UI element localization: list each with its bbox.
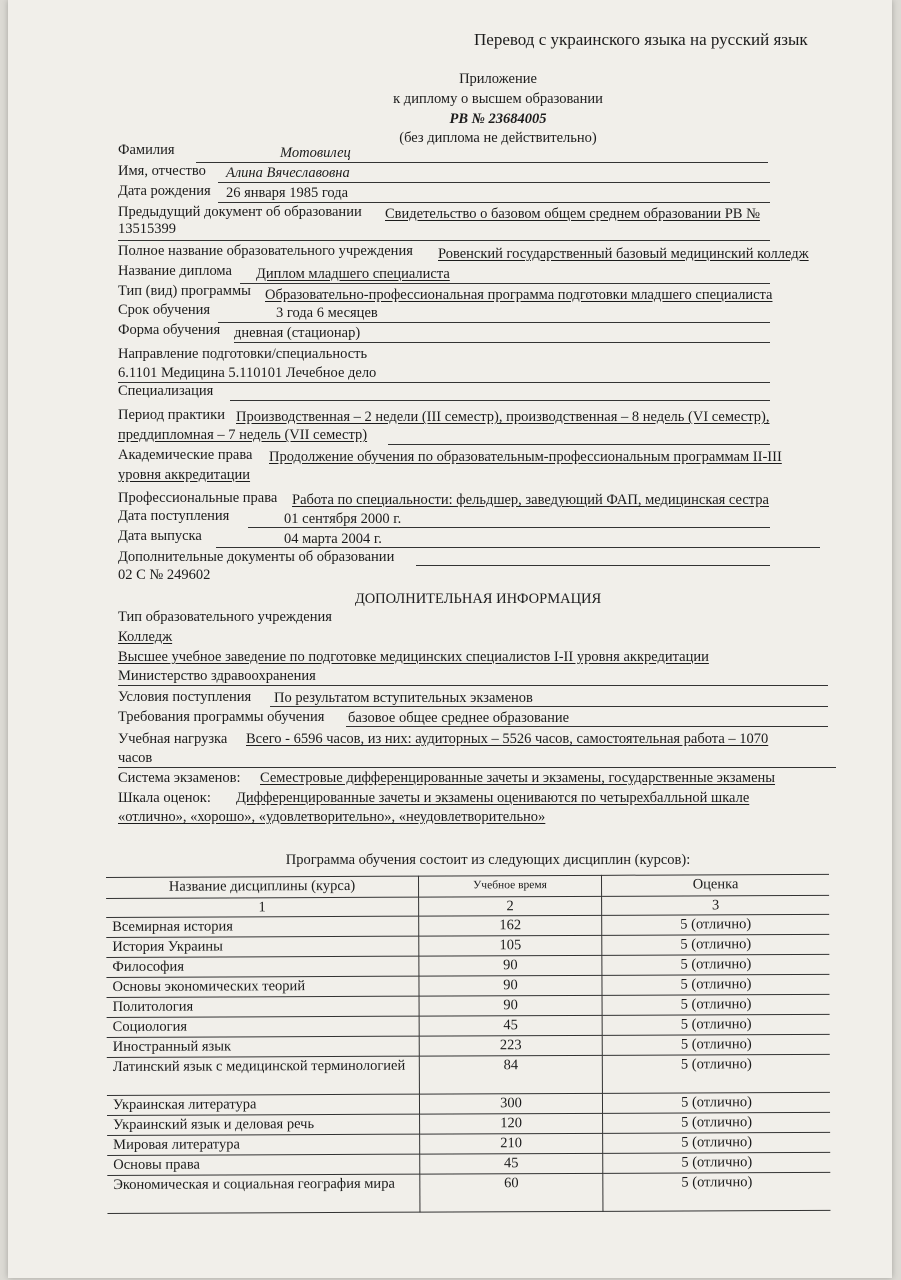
discipline-name: Иностранный язык: [107, 1036, 420, 1057]
field-name-label: Имя, отчество: [118, 163, 206, 179]
field-extra-docs-label: Дополнительные документы об образовании: [118, 549, 395, 565]
field-institution-value: Ровенский государственный базовый медицинский колледж: [438, 246, 809, 262]
document-page: [8, 0, 892, 1278]
discipline-hours: 84: [419, 1055, 602, 1094]
field-specialization-line: [230, 400, 770, 401]
field-graduation-date-label: Дата выпуска: [118, 528, 202, 544]
requirements-label: Требования программы обучения: [118, 709, 325, 725]
field-specialty-label: Направление подготовки/специальность: [118, 346, 368, 362]
diploma-number: РВ № 23684005: [449, 111, 547, 127]
field-enrollment-date-value: 01 сентября 2000 г.: [284, 511, 402, 527]
discipline-hours: 210: [420, 1133, 603, 1154]
institution-type-line-1: Колледж: [118, 629, 173, 645]
discipline-name: Основы права: [107, 1154, 420, 1175]
validity-note: (без диплома не действительно): [399, 130, 597, 146]
discipline-hours: 105: [419, 935, 602, 956]
field-birthdate-value: 26 января 1985 года: [226, 185, 349, 201]
institution-type-label: Тип образовательного учреждения: [118, 609, 332, 625]
admission-label: Условия поступления: [118, 689, 252, 705]
col-number-1: 1: [106, 897, 419, 917]
discipline-hours: 223: [419, 1035, 602, 1056]
discipline-name: Латинский язык с медицинской терминологией: [107, 1056, 420, 1095]
table-row: [107, 1172, 830, 1213]
institution-type-line-2: Высшее учебное заведение по подготовке медицинских специалистов I-II уровня аккредитации: [118, 649, 709, 665]
discipline-hours: 45: [419, 1015, 602, 1036]
grading-label: Шкала оценок:: [118, 790, 211, 806]
field-extra-docs-value-cont: 02 С № 249602: [118, 567, 211, 583]
field-surname-label: Фамилия: [118, 142, 175, 158]
discipline-grade: 5 (отлично): [602, 1054, 830, 1093]
program-table: [106, 874, 830, 1214]
field-practice-line: [388, 444, 770, 445]
workload-label: Учебная нагрузка: [118, 731, 228, 747]
field-enrollment-date-label: Дата поступления: [118, 508, 230, 524]
field-academic-rights-value: Продолжение обучения по образовательным-профессиональным программам II-III: [269, 449, 782, 465]
discipline-hours: 120: [420, 1113, 603, 1134]
requirements-value: базовое общее среднее образование: [348, 710, 570, 726]
translation-note: Перевод с украинского языка на русский язык: [474, 30, 808, 49]
discipline-hours: 45: [420, 1153, 603, 1174]
field-prevdoc-value-cont: 13515399: [118, 221, 176, 237]
field-name-line: [218, 182, 770, 183]
workload-value: Всего - 6596 часов, из них: аудиторных – 5526 часов, самостоятельная работа – 1070: [246, 731, 769, 747]
header-grade: Оценка: [601, 874, 829, 896]
field-diploma-label: Название диплома: [118, 263, 232, 279]
field-birthdate-label: Дата рождения: [118, 183, 211, 199]
field-institution-label: Полное название образовательного учреждения: [118, 243, 413, 259]
institution-type-line-3-underline: [118, 685, 828, 686]
field-study-form-label: Форма обучения: [118, 322, 221, 338]
field-professional-rights-label: Профессиональные права: [118, 490, 278, 506]
table-row: [107, 1054, 830, 1095]
discipline-grade: 5 (отлично): [602, 1034, 830, 1055]
admission-line: [270, 706, 828, 707]
field-prevdoc-line: [118, 240, 770, 241]
discipline-name: Украинский язык и деловая речь: [107, 1114, 420, 1135]
field-duration-line: [218, 322, 770, 323]
discipline-name: Мировая литература: [107, 1134, 420, 1155]
discipline-name: Украинская литература: [107, 1094, 420, 1115]
field-practice-value-cont: преддипломная – 7 недель (VII семестр): [118, 427, 368, 443]
discipline-grade: 5 (отлично): [602, 954, 830, 975]
field-practice-value: Производственная – 2 недели (III семестр), производственная – 8 недель (VI семестр),: [236, 409, 770, 425]
workload-cont: часов: [118, 750, 153, 766]
field-specialty-value: 6.1101 Медицина 5.110101 Лечебное дело: [118, 365, 377, 381]
field-program-type-value: Образовательно-профессиональная программа подготовки младшего специалиста: [265, 287, 773, 303]
field-graduation-date-value: 04 марта 2004 г.: [284, 531, 382, 547]
discipline-grade: 5 (отлично): [602, 994, 830, 1015]
program-caption: Программа обучения состоит из следующих дисциплин (курсов):: [285, 852, 691, 868]
field-duration-value: 3 года 6 месяцев: [276, 305, 378, 321]
discipline-hours: 90: [419, 995, 602, 1016]
field-diploma-value: Диплом младшего специалиста: [256, 266, 450, 282]
field-professional-rights-value: Работа по специальности: фельдшер, заведующий ФАП, медицинская сестра: [292, 492, 769, 508]
discipline-hours: 90: [419, 955, 602, 976]
discipline-hours: 90: [419, 975, 602, 996]
header-discipline: Название дисциплины (курса): [106, 876, 419, 898]
field-duration-label: Срок обучения: [118, 302, 211, 318]
discipline-grade: 5 (отлично): [602, 974, 830, 995]
discipline-grade: 5 (отлично): [603, 1172, 831, 1211]
field-academic-rights-value-cont: уровня аккредитации: [118, 467, 251, 483]
title-line-1: Приложение: [459, 71, 537, 87]
institution-type-line-3: Министерство здравоохранения: [118, 668, 316, 684]
workload-line: [118, 767, 836, 768]
grading-value: Дифференцированные зачеты и экзамены оцениваются по четырехбалльной шкале: [236, 790, 750, 806]
discipline-name: Социология: [107, 1016, 420, 1037]
field-academic-rights-label: Академические права: [118, 447, 253, 463]
field-study-form-value: дневная (стационар): [234, 325, 361, 341]
discipline-hours: 162: [419, 915, 602, 936]
discipline-grade: 5 (отлично): [603, 1112, 831, 1133]
requirements-line: [346, 726, 828, 727]
field-practice-label: Период практики: [118, 407, 225, 423]
field-enrollment-date-line: [248, 527, 770, 528]
discipline-grade: 5 (отлично): [603, 1132, 831, 1153]
field-surname-value: Мотовилец: [280, 145, 351, 161]
discipline-name: Экономическая и социальная география мира: [107, 1174, 420, 1213]
field-specialization-label: Специализация: [118, 383, 214, 399]
field-program-type-label: Тип (вид) программы: [118, 283, 251, 299]
field-diploma-line: [240, 283, 770, 284]
discipline-grade: 5 (отлично): [602, 1092, 830, 1113]
additional-info-heading: ДОПОЛНИТЕЛЬНАЯ ИНФОРМАЦИЯ: [354, 591, 602, 607]
field-prevdoc-label: Предыдущий документ об образовании: [118, 204, 362, 220]
discipline-name: История Украины: [106, 936, 419, 957]
discipline-name: Политология: [107, 996, 420, 1017]
exam-system-label: Система экзаменов:: [118, 770, 241, 786]
col-number-2: 2: [419, 896, 602, 916]
discipline-name: Всемирная история: [106, 916, 419, 937]
field-study-form-line: [234, 342, 770, 343]
discipline-grade: 5 (отлично): [602, 1014, 830, 1035]
exam-system-value: Семестровые дифференцированные зачеты и экзамены, государственные экзамены: [260, 770, 776, 786]
field-extra-docs-line: [416, 565, 770, 566]
discipline-grade: 5 (отлично): [602, 934, 830, 955]
field-name-value: Алина Вячеславовна: [226, 165, 350, 181]
col-number-3: 3: [602, 895, 830, 915]
admission-value: По результатом вступительных экзаменов: [274, 690, 533, 706]
discipline-grade: 5 (отлично): [602, 914, 830, 935]
grading-cont: «отлично», «хорошо», «удовлетворительно», «неудовлетворительно»: [118, 809, 546, 825]
discipline-hours: 60: [420, 1173, 603, 1212]
discipline-hours: 300: [419, 1093, 602, 1114]
discipline-grade: 5 (отлично): [603, 1152, 831, 1173]
field-specialty-line: [118, 382, 770, 383]
title-line-2: к диплому о высшем образовании: [393, 91, 603, 107]
discipline-name: Философия: [106, 956, 419, 977]
field-surname-line: [196, 162, 768, 163]
field-prevdoc-value: Свидетельство о базовом общем среднем образовании РВ №: [385, 206, 760, 222]
header-hours: Учебное время: [418, 875, 601, 897]
discipline-name: Основы экономических теорий: [106, 976, 419, 997]
